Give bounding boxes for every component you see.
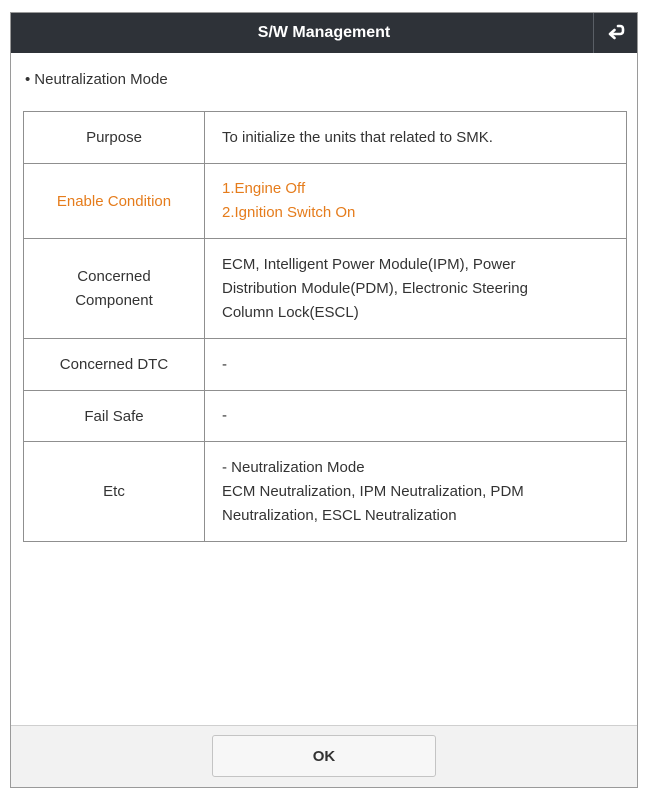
table-row-purpose	[24, 112, 627, 164]
title-bar	[11, 13, 637, 53]
row-label-fail-safe: Fail Safe	[24, 391, 205, 442]
label-line: Component	[75, 291, 153, 309]
dialog-title: S/W Management	[257, 24, 391, 41]
value-line: ECM Neutralization, IPM Neutralization, PDM	[222, 482, 524, 500]
row-value-concerned-dtc	[205, 339, 627, 391]
row-label-purpose: Purpose	[24, 112, 205, 164]
value-line: 2.Ignition Switch On	[222, 204, 356, 221]
table-row-etc	[24, 442, 627, 542]
ok-button[interactable]: OK	[212, 735, 436, 777]
row-value-purpose	[205, 112, 627, 164]
value-line: -	[222, 407, 227, 424]
value-line: Column Lock(ESCL)	[222, 303, 359, 321]
back-button[interactable]	[593, 13, 637, 53]
return-arrow-icon	[606, 24, 626, 42]
bullet: •	[25, 71, 31, 88]
info-table	[23, 111, 627, 542]
value-line: To initialize the units that related to SMK.	[222, 128, 493, 146]
row-label-etc: Etc	[24, 442, 205, 542]
sw-management-dialog	[10, 12, 638, 788]
value-line: ECM, Intelligent Power Module(IPM), Power	[222, 255, 516, 273]
row-label-concerned-dtc: Concerned DTC	[24, 339, 205, 391]
bottom-bar	[11, 725, 637, 787]
table-row-concerned-dtc	[24, 339, 627, 391]
row-label-concerned-component	[24, 239, 205, 339]
row-value-fail-safe	[205, 391, 627, 442]
table-row-concerned-component	[24, 239, 627, 339]
row-value-enable-condition	[205, 164, 627, 239]
value-line: 1.Engine Off	[222, 180, 306, 197]
table-row-enable-condition	[24, 164, 627, 239]
section-title	[25, 71, 168, 88]
label-line: Concerned	[77, 267, 151, 285]
value-line: Distribution Module(PDM), Electronic Steering	[222, 279, 528, 297]
value-line: - Neutralization Mode	[222, 458, 365, 476]
table-row-fail-safe	[24, 391, 627, 442]
value-line: -	[222, 355, 227, 373]
row-value-concerned-component	[205, 239, 627, 339]
row-label-enable-condition: Enable Condition	[24, 164, 205, 239]
value-line: Neutralization, ESCL Neutralization	[222, 506, 457, 524]
row-value-etc	[205, 442, 627, 542]
section-title-text: Neutralization Mode	[34, 71, 168, 88]
